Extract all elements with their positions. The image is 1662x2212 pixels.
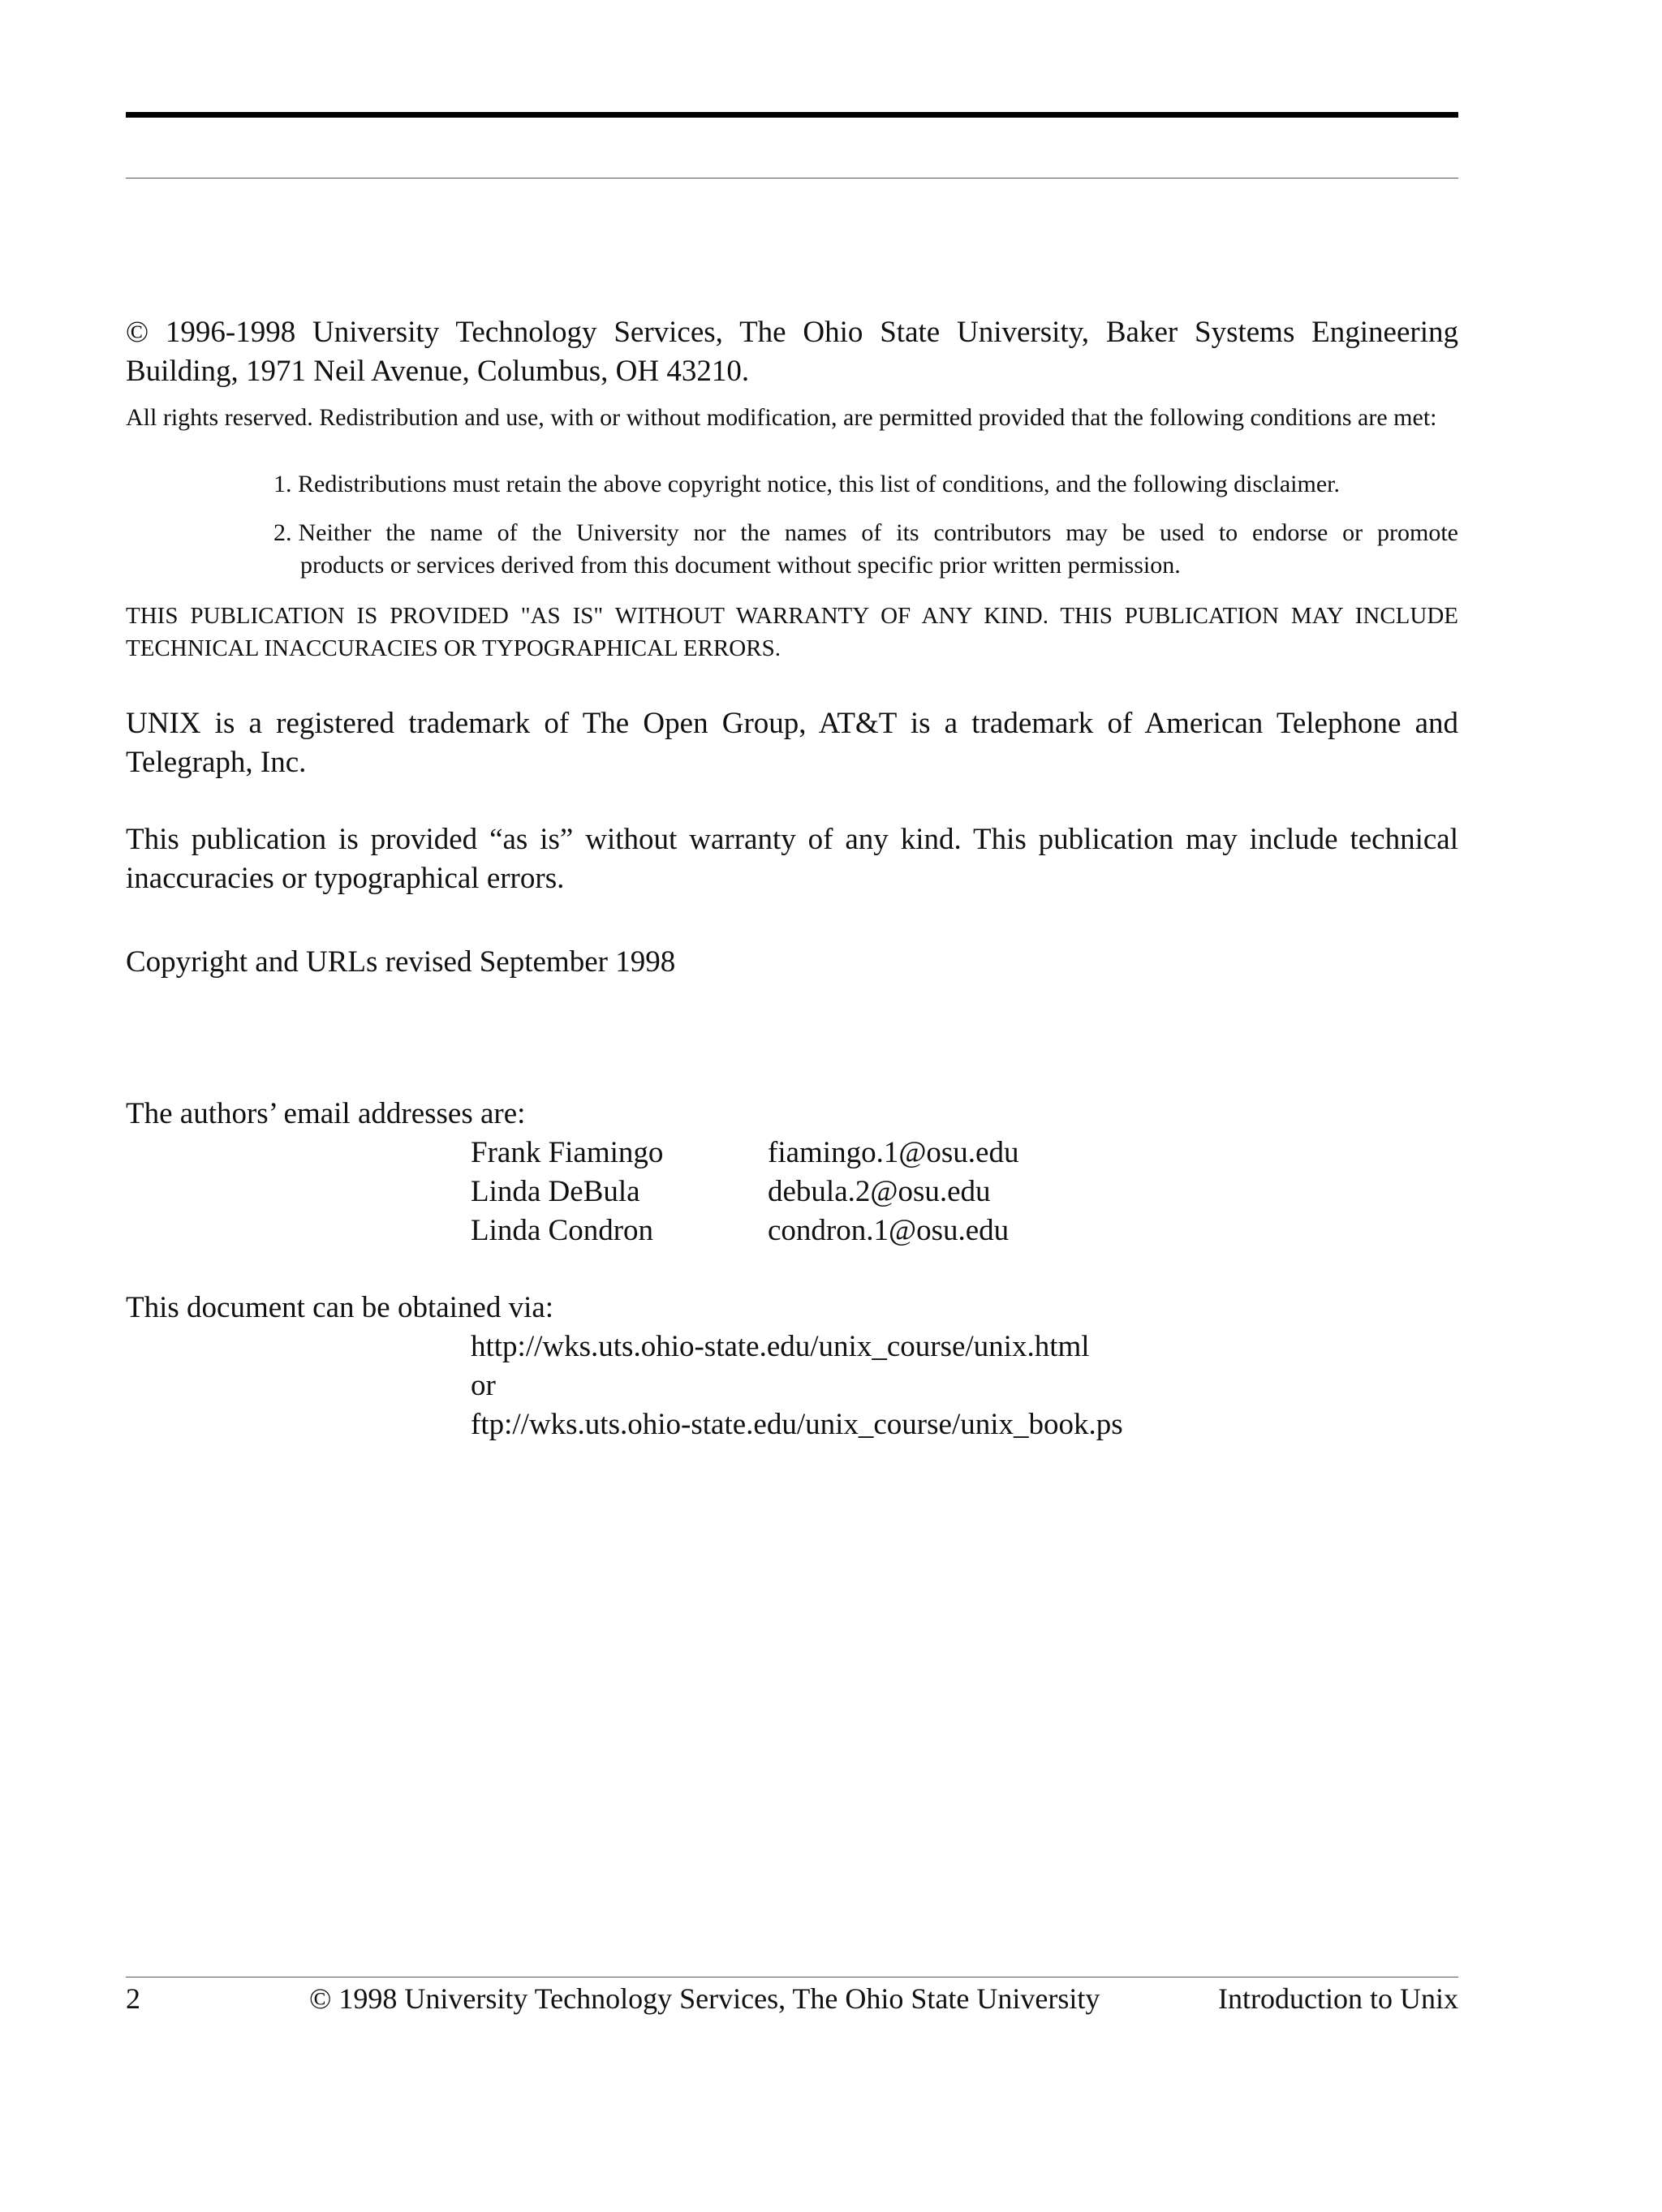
header-rule-thin: [126, 178, 1458, 179]
http-url[interactable]: http://wks.uts.ohio-state.edu/unix_course/unix.html: [471, 1330, 1090, 1363]
warranty-notice: This publication is provided “as is” without warranty of any kind. This publication may include technical inaccuracies or typographical errors.: [126, 823, 1458, 895]
ftp-url[interactable]: ftp://wks.uts.ohio-state.edu/unix_course/unix_book.ps: [471, 1408, 1123, 1441]
condition-2: [273, 517, 1458, 579]
authors-heading: The authors’ email addresses are:: [126, 1097, 526, 1130]
author-email[interactable]: fiamingo.1@osu.edu: [768, 1136, 1019, 1169]
copyright-notice: © 1996-1998 University Technology Services, The Ohio State University, Baker Systems Engineering Building, 1971 Neil Avenue, Columbus, OH 43210.: [126, 316, 1458, 388]
disclaimer: THIS PUBLICATION IS PROVIDED "AS IS" WITHOUT WARRANTY OF ANY KIND. THIS PUBLICATION MAY INCLUDE TECHNICAL INACCURACIES OR TYPOGRAPHICAL ERRORS.: [126, 603, 1458, 661]
obtain-heading: This document can be obtained via:: [126, 1291, 554, 1324]
condition-2-text: Neither the name of the University nor the names of its contributors may be used to endorse or promote: [298, 519, 1458, 546]
condition-1: [273, 468, 1340, 501]
footer-copyright: © 1998 University Technology Services, The Ohio State University: [309, 1982, 1100, 2015]
condition-2-text-continued: products or services derived from this document without specific prior written permission.: [300, 552, 1181, 579]
rights-statement: All rights reserved. Redistribution and use, with or without modification, are permitted provided that the following conditions are met:: [126, 404, 1437, 431]
trademark-notice: UNIX is a registered trademark of The Open Group, AT&T is a trademark of American Telephone and Telegraph, Inc.: [126, 707, 1458, 779]
condition-1-number: 1.: [273, 471, 292, 497]
author-email[interactable]: debula.2@osu.edu: [768, 1175, 991, 1208]
footer-title: Introduction to Unix: [1218, 1982, 1458, 2015]
or-text: or: [471, 1369, 496, 1402]
header-rule-thick: [126, 112, 1458, 118]
author-email[interactable]: condron.1@osu.edu: [768, 1214, 1010, 1247]
revision-note: Copyright and URLs revised September 1998: [126, 945, 676, 979]
author-name: Linda DeBula: [471, 1175, 640, 1208]
author-name: Frank Fiamingo: [471, 1136, 664, 1169]
page-number: 2: [126, 1982, 140, 2015]
condition-1-text: Redistributions must retain the above copyright notice, this list of conditions, and the following disclaimer.: [298, 471, 1340, 497]
condition-2-number: 2.: [273, 519, 292, 546]
author-name: Linda Condron: [471, 1214, 654, 1247]
